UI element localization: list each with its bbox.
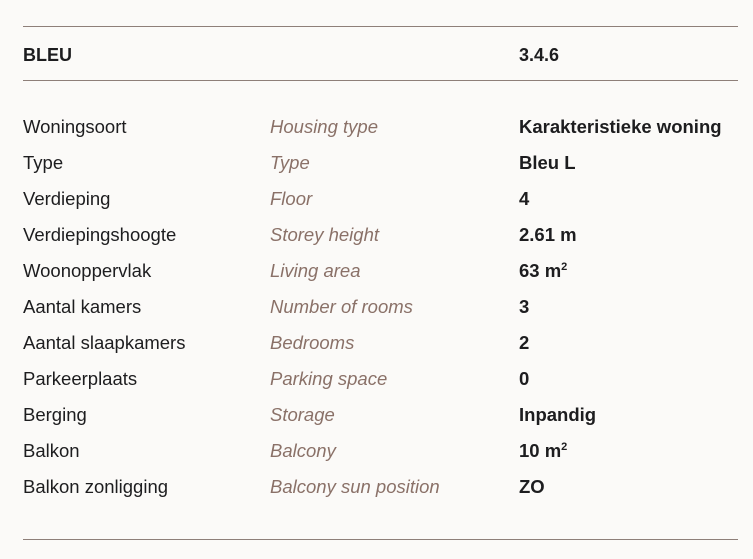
- row-value-text: 3: [519, 296, 530, 317]
- row-value: [519, 470, 545, 504]
- row-label-nl: Balkon zonligging: [23, 476, 169, 497]
- row-value: [519, 182, 529, 216]
- row-value: [519, 362, 529, 396]
- row-label-nl: Verdiepingshoogte: [23, 224, 177, 245]
- bottom-divider: [23, 539, 738, 540]
- row-value: [519, 326, 529, 360]
- row-value-text: Inpandig: [519, 404, 597, 425]
- row-value-text: Bleu L: [519, 152, 576, 173]
- row-value-text: 0: [519, 368, 530, 389]
- unit-name: BLEU: [23, 45, 72, 65]
- row-label-nl: Type: [23, 152, 64, 173]
- row-label-en: Number of rooms: [270, 296, 413, 317]
- row-value: [519, 290, 529, 324]
- spec-row-bedrooms: [23, 326, 738, 362]
- row-label-en: Living area: [270, 260, 361, 281]
- spec-header: [23, 42, 738, 68]
- row-value-text: ZO: [519, 476, 545, 497]
- row-label-nl: Aantal kamers: [23, 296, 142, 317]
- row-value-text: 63 m: [519, 260, 562, 281]
- row-label-en: Balcony: [270, 440, 336, 461]
- row-label-en: Storey height: [270, 224, 380, 245]
- row-value-unit: 2: [561, 261, 568, 273]
- row-value: [519, 434, 567, 468]
- row-value-text: 4: [519, 188, 530, 209]
- row-label-en: Storage: [270, 404, 335, 425]
- spec-row-balcony: [23, 434, 738, 470]
- header-divider: [23, 80, 738, 81]
- row-label-en: Housing type: [270, 116, 378, 137]
- row-label-nl: Parkeerplaats: [23, 368, 138, 389]
- spec-row-storage: [23, 398, 738, 434]
- spec-row-balcony-sun-position: [23, 470, 738, 506]
- spec-table: [23, 110, 738, 506]
- spec-row-storey-height: [23, 218, 738, 254]
- spec-row-type: [23, 146, 738, 182]
- spec-row-living-area: [23, 254, 738, 290]
- row-value-text: 2: [519, 332, 530, 353]
- row-value: [519, 218, 577, 252]
- row-value-unit: 2: [561, 441, 568, 453]
- row-value: [519, 146, 576, 180]
- row-value: [519, 110, 722, 144]
- row-label-nl: Balkon: [23, 440, 80, 461]
- row-value-text: 10 m: [519, 440, 562, 461]
- spec-row-parking-space: [23, 362, 738, 398]
- row-label-en: Floor: [270, 188, 313, 209]
- row-label-en: Bedrooms: [270, 332, 355, 353]
- unit-code: 3.4.6: [519, 45, 560, 65]
- row-label-nl: Woningsoort: [23, 116, 127, 137]
- row-value: [519, 398, 596, 432]
- row-label-en: Parking space: [270, 368, 388, 389]
- row-value-text: Karakteristieke woning: [519, 116, 722, 137]
- spec-row-floor: [23, 182, 738, 218]
- row-value: [519, 254, 567, 288]
- row-label-nl: Aantal slaapkamers: [23, 332, 186, 353]
- row-value-text: 2.61 m: [519, 224, 577, 245]
- row-label-nl: Verdieping: [23, 188, 111, 209]
- top-divider: [23, 26, 738, 27]
- row-label-en: Balcony sun position: [270, 476, 440, 497]
- spec-row-housing-type: [23, 110, 738, 146]
- row-label-en: Type: [270, 152, 310, 173]
- row-label-nl: Berging: [23, 404, 87, 425]
- spec-row-number-of-rooms: [23, 290, 738, 326]
- row-label-nl: Woonoppervlak: [23, 260, 152, 281]
